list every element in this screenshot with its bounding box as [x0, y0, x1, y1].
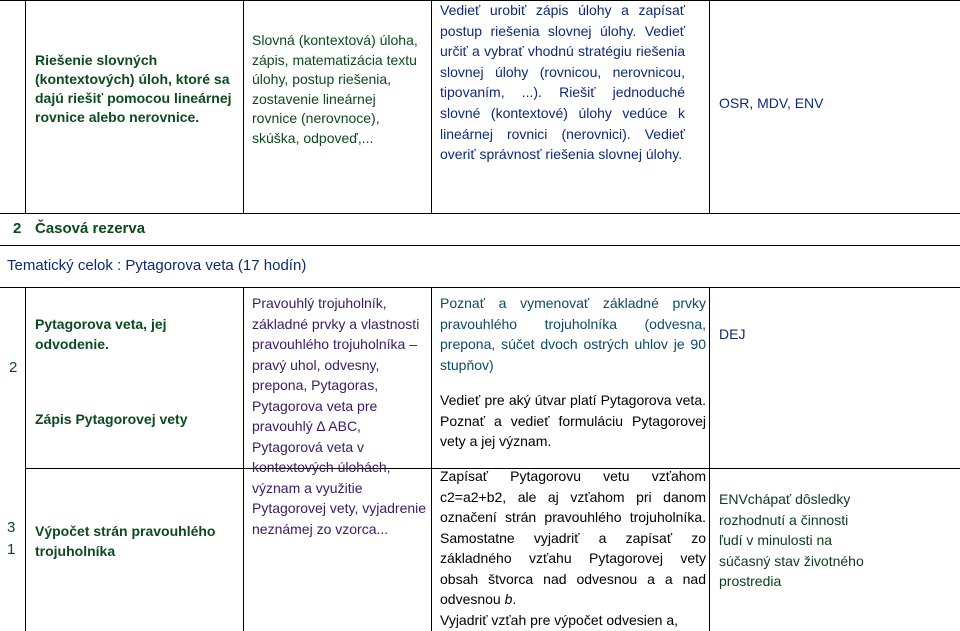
outcome-theorem-notation [440, 466, 706, 610]
hours-pythagoras-b2: 1 [7, 541, 16, 558]
outcome3-end: . [512, 591, 517, 607]
topic-word-problems: Riešenie slovných (kontextových) úloh, ktoré sa dajú riešiť pomocou lineárnej rovnice alebo nerovnice. [35, 52, 232, 125]
outcome3-italic-b: b [504, 591, 513, 607]
outcome-theorem-formulation: Vedieť pre aký útvar platí Pytagorova veta. Poznať a vedieť formuláciu Pytagorovej vety a jej význam. [440, 392, 706, 449]
unit-header: Tematický celok : Pytagorova veta (17 hodín) [7, 257, 307, 274]
outcome3-text: Zapísať Pytagorovu vetu vzťahom c2=a2+b2, ale aj vzťahom pri danom označení strán pravouhlého trojuholníka. Samostatne vyjadriť a zapísať zo základného vzťahu Pytagorovej vety obsah štvorca nad odvesnou a a nad odvesnou [440, 468, 706, 607]
cross-topic-environment: ENVchápať dôsledky rozhodnutí a činnosti ľudí v minulosti na súčasný stav životného prostredia [719, 491, 864, 590]
cross-topics-word-problems: OSR, MDV, ENV [719, 95, 824, 111]
outcome-triangle-parts: Poznať a vymenovať základné prvky pravouhlého trojuholníka (odvesna, prepona, súčet dvoch ostrých uhlov je 90 stupňov) [440, 295, 706, 373]
outcome-leg-formula: Vyjadriť vzťah pre výpočet odvesien a, [440, 612, 678, 628]
hours-pythagoras-a: 2 [9, 359, 18, 376]
topic-pythagoras-notation: Zápis Pytagorovej vety [35, 411, 188, 427]
topic-side-calculation: Výpočet strán pravouhlého trojuholníka [35, 523, 216, 559]
reserve-hours: 2 [13, 220, 22, 237]
topic-pythagoras-derivation: Pytagorova veta, jej odvodenie. [35, 316, 167, 352]
cross-topic-history: DEJ [719, 326, 746, 342]
reserve-label: Časová rezerva [35, 220, 146, 237]
content-pythagoras: Pravouhlý trojuholník, základné prvky a vlastnosti pravouhlého trojuholníka – pravý uhol, odvesny, prepona, Pytagoras, Pytagorova veta pre pravouhlý ∆ ABC, Pytagorová veta v kontextových úlohách, význam a využitie Pytagorovej vety, vyjadrenie neznámej zo vzorca... [252, 295, 427, 537]
outcomes-word-problems: Vedieť urobiť zápis úlohy a zapísať postup riešenia slovnej úlohy. Vedieť určiť a vybrať vhodnú stratégiu riešenia slovnej úlohy (rovnicou, nerovnicou, tipovaním, ...). Riešiť jednoduché slovné (kontextové) úlohy vedúce k lineárnej rovnici (nerovnici). Vedieť overiť správnosť riešenia slovnej úlohy. [440, 2, 685, 163]
hours-pythagoras-b1: 3 [7, 519, 16, 536]
content-word-problems: Slovná (kontextová) úloha, zápis, matematizácia textu úlohy, postup riešenia, zostavenie lineárnej rovnice (nerovnoce), skúška, odpoveď,... [252, 32, 418, 146]
